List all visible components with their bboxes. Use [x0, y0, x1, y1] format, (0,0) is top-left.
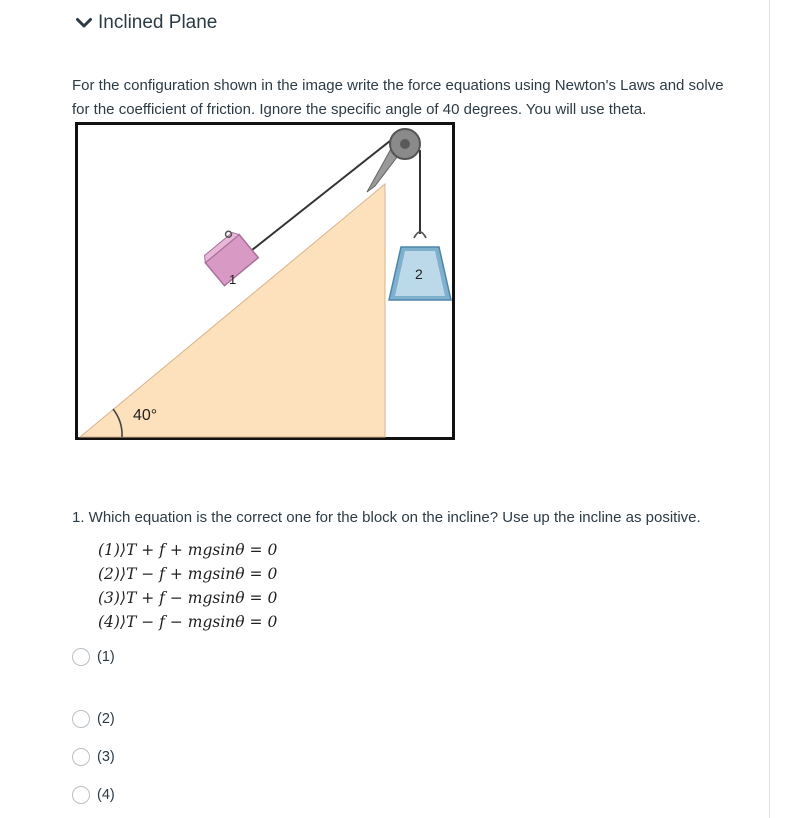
answer-label: (1) — [97, 649, 115, 665]
angle-label: 40° — [133, 407, 158, 424]
answer-label: (3) — [97, 749, 115, 765]
block-2-label: 2 — [415, 266, 423, 282]
section-title: Inclined Plane — [98, 12, 218, 33]
radio-button[interactable] — [72, 786, 90, 804]
answer-label: (4) — [97, 787, 115, 803]
radio-button[interactable] — [72, 748, 90, 766]
question-prompt: For the configuration shown in the image write the force equations using Newton's Laws and solve for the coefficient of friction. Ignore the specific angle of 40 degrees. You will use theta. — [72, 77, 724, 118]
block-1-label: 1 — [229, 272, 237, 287]
answer-label: (2) — [97, 711, 115, 727]
radio-button[interactable] — [72, 648, 90, 666]
equation-list — [98, 538, 277, 634]
equation-2: (2)⟩T − f + mgsinθ = 0 — [98, 565, 278, 583]
radio-button[interactable] — [72, 710, 90, 728]
equation-3: (3)⟩T + f − mgsinθ = 0 — [98, 589, 278, 607]
inclined-plane-figure — [75, 122, 455, 440]
answer-option-1[interactable] — [72, 648, 115, 666]
answer-option-2[interactable] — [72, 710, 115, 728]
equation-4: (4)⟩T − f − mgsinθ = 0 — [98, 613, 278, 631]
section-toggle[interactable] — [76, 12, 217, 34]
question-text: 1. Which equation is the correct one for the block on the incline? Use up the incline as positive. — [72, 509, 701, 526]
figure-canvas — [75, 122, 455, 440]
chevron-down-icon — [76, 17, 92, 29]
answer-option-4[interactable] — [72, 786, 115, 804]
equation-1: (1)⟩T + f + mgsinθ = 0 — [98, 541, 278, 559]
answer-option-3[interactable] — [72, 748, 115, 766]
pulley-axle — [400, 139, 410, 149]
